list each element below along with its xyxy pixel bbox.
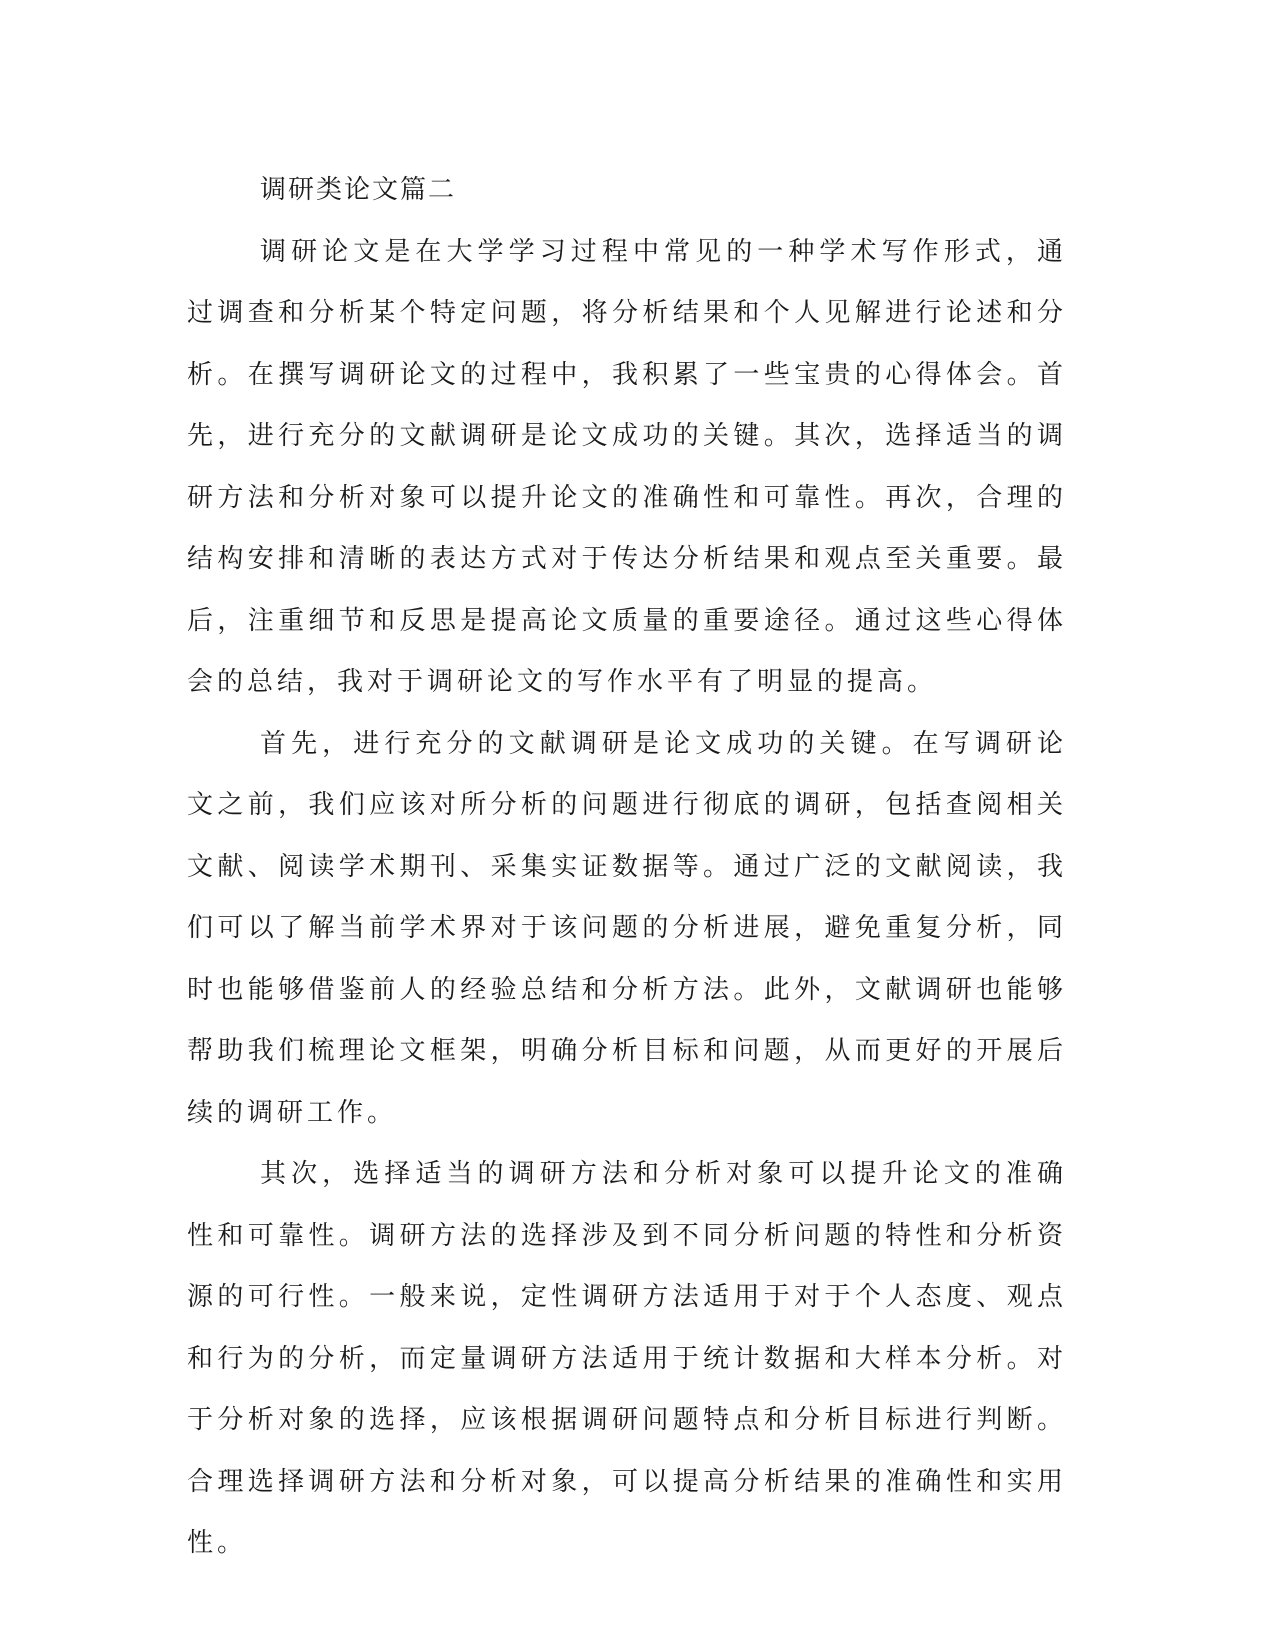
document-body — [187, 160, 1067, 1575]
paragraph-research-methods: 其次，选择适当的调研方法和分析对象可以提升论文的准确性和可靠性。调研方法的选择涉及到不同分析问题的特性和分析资源的可行性。一般来说，定性调研方法适用于对于个人态度、观点和行为的分析，而定量调研方法适用于统计数据和大样本分析。对于分析对象的选择，应该根据调研问题特点和分析目标进行判断。合理选择调研方法和分析对象，可以提高分析结果的准确性和实用性。 — [187, 1159, 1067, 1558]
paragraph-literature-review: 首先，进行充分的文献调研是论文成功的关键。在写调研论文之前，我们应该对所分析的问题进行彻底的调研，包括查阅相关文献、阅读学术期刊、采集实证数据等。通过广泛的文献阅读，我们可以了解当前学术界对于该问题的分析进展，避免重复分析，同时也能够借鉴前人的经验总结和分析方法。此外，文献调研也能够帮助我们梳理论文框架，明确分析目标和问题，从而更好的开展后续的调研工作。 — [187, 728, 1067, 1128]
document-title: 调研类论文篇二 — [260, 175, 457, 205]
paragraph-intro: 调研论文是在大学学习过程中常见的一种学术写作形式，通过调查和分析某个特定问题，将分析结果和个人见解进行论述和分析。在撰写调研论文的过程中，我积累了一些宝贵的心得体会。首先，进行充分的文献调研是论文成功的关键。其次，选择适当的调研方法和分析对象可以提升论文的准确性和可靠性。再次，合理的结构安排和清晰的表达方式对于传达分析结果和观点至关重要。最后，注重细节和反思是提高论文质量的重要途径。通过这些心得体会的总结，我对于调研论文的写作水平有了明显的提高。 — [187, 236, 1067, 697]
